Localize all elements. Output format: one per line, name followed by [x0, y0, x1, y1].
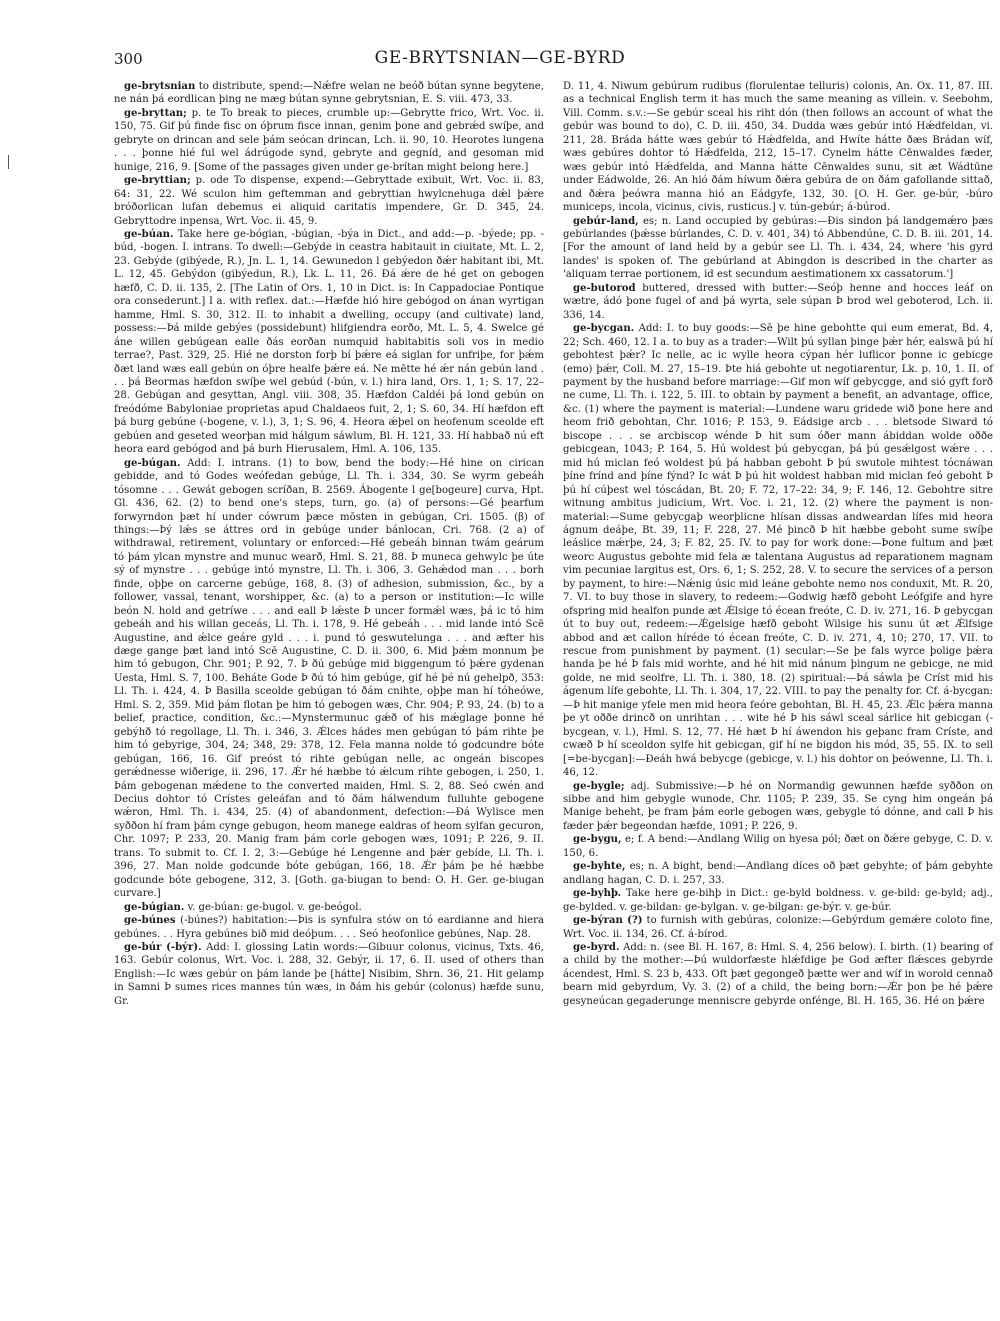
left-column: [114, 80, 544, 1008]
dictionary-entry: [563, 780, 993, 834]
dictionary-entry: [563, 941, 993, 1008]
entry-headword: ge-búnes: [124, 915, 176, 927]
entry-body: buttered, dressed with butter:—Seóþ henne and hocces leáf on wætre, ádó þone fugel of and þá wyrta, sele súpan Þ brod wel geboterod, Lch. ii. 336, 14.: [563, 282, 993, 321]
dictionary-entry: [114, 914, 544, 941]
dictionary-entry: [563, 914, 993, 941]
entry-body: p. ode To dispense, expend:—Gebryttade exibuit, Wrt. Voc. ii. 83, 64: 31, 22. Wé sculon him geftemman and gebryttian hwylcnehuga dǽl þǽre bróðorlican lufan debemus ei aliquid caritatis impendere, Gr. D. 345, 24. Gebryttodre inpensa, Wrt. Voc. ii. 45, 9.: [114, 175, 544, 227]
right-column: [563, 80, 993, 1008]
entry-headword: ge-bygu,: [573, 834, 622, 846]
dictionary-entry: [114, 174, 544, 228]
entry-headword: ge-býran (?): [573, 915, 643, 927]
entry-headword: ge-bycgan.: [573, 323, 635, 335]
entry-body: Take here ge-bihþ in Dict.: ge-byld boldness. v. ge-bild: ge-byld; adj., ge-bylded. v. ge-bildan: ge-bylgan. v. ge-bilgan: ge-býr. v. ge-búr.: [563, 888, 993, 913]
dictionary-entry: [563, 215, 993, 282]
dictionary-entry: [114, 80, 544, 107]
entry-headword: ge-búgan.: [124, 457, 181, 469]
dictionary-entry: [563, 322, 993, 779]
entry-headword: ge-búan.: [124, 228, 174, 240]
entry-body: Add: n. (see Bl. H. 167, 8: Hml. S. 4, 256 below). I. birth. (1) bearing of a child by the mother:—Þú wuldorfæste hlǽfdige þe God æfter flǽsces gebyrde ácendest, Hml. S. 23 b, 433. Oft þæt gegongeð þætte wer and wíf in worold cennað bearn mid gebyrdum, Vy. 3. (2) of a child, the being born:—Ǽr þon þe hé þǽre gesyneúcan gegaderunge menniscre gebyrde onfénge, Bl. H. 165, 36. Hé on þǽre: [563, 942, 994, 1007]
entry-headword: ge-bryttan;: [124, 107, 187, 119]
dictionary-entry: [563, 860, 993, 887]
entry-headword: ge-brytsnian: [124, 81, 196, 92]
entry-body: to furnish with gebúras, colonize:—Gebýrdum gemǽre coloto fine, Wrt. Voc. ii. 134, 26. Cf. á-bírod.: [563, 915, 993, 940]
dictionary-entry: [114, 228, 544, 457]
dictionary-entry: [563, 282, 993, 322]
entry-headword: ge-bryttian;: [124, 175, 191, 187]
dictionary-entry: [563, 833, 993, 860]
entry-body: es; n. A bight, bend:—Andlang díces oð þæt gebyhte; of þám gebyhte andlang hagan, C. D. i. 257, 33.: [563, 861, 993, 886]
running-head: GE-BRYTSNIAN—GE-BYRD: [374, 48, 626, 68]
entry-headword: ge-búgian.: [124, 901, 185, 913]
entry-headword: ge-byhþ.: [573, 888, 621, 900]
dictionary-entry: [563, 80, 993, 215]
entry-headword: ge-búr (-býr).: [124, 942, 202, 953]
entry-headword: ge-byrd.: [573, 942, 620, 953]
dictionary-entry: [114, 107, 544, 174]
entry-body: e; f. A bend:—Andlang Wilig on hyesa pól; ðæt on ðǽre gebyge, C. D. v. 150, 6.: [563, 834, 993, 859]
entry-headword: ge-byhte,: [573, 861, 626, 873]
entry-body: v. ge-búan: ge-bugol. v. ge-beógol.: [187, 901, 362, 913]
entry-body: Add: I. intrans. (1) to bow, bend the body:—Hé hine on cirican gebidde, and tó Godes weófedan gebúge, Ll. Th. i. 334, 30. Se wyrm gebeáh tósomne . . . Gewát gebogen scríðan, B. 2569. Ábogente l ge[bogeure] curva, Hpt. Gl. 436, 62. (2) to bend one's steps, turn, go. (a) of persons:—Gé þearfum forwyrndon þæt hí under cówrum þæce mōsten in gebúgan, Cri. 1505. (β) of things:—Þý lǽs se áttres ord in gebúge under bánlocan, Cri. 768. (2 a) of withdrawal, retirement, voluntary or enforced:—Hé gebeáh binnan twám geárum tó þám ylcan mynstre and munuc wearð, Hml. S. 21, 88. Þ muneca gehwylc þe úte sý of mynstre . . . gebúge intó mynstre, Ll. Th. i. 306, 3. Gehǽdod man . . . borh finde, oþþe on carcerne gebúge, 168, 8. (3) of adhesion, submission, &c., by a follower, vassal, tenant, worshipper, &c. (a) to a person or institution:—Ic wille beón N. hold and getríwe . . . and eall Þ lǽste Þ uncer formǽl wæs, þá ic tó him gebeáh and his willan geceás, Ll. Th. i. 178, 9. Hé gebeáh . . . mid lande intó Scē Augustine, and ǽlce geáre gyld . . . i. pund tó geswutelunga . . . and æfter his dæge gange þæt land intó Scē Augustine, C. D. ii. 300, 6. Mid þǽm monnum þe him tó gebugon, Chr. 901; P. 92, 7. Þ ðú gebúge mid biggengum tó þǽre gydenan Uesta, Hml. S. 7, 100. Beháte Gode Þ ðú tó him gebúge, gif hé þé nú gehelpð, 353: Ll. Th. i. 424, 4. Þ Basilla sceolde gebúgan tó ðám cnihte, oþþe man hí tóheówe, Hml. S. 2, 359. Mid þám flotan þe him tó gebogen wæs, Chr. 904; P. 93, 24. (b) to a belief, practice, condition, &c.:—Mynstermunuc gǽð of his mǽglage þonne hé gebýhð tó regollage, Ll. Th. i. 346, 3. Ǽlces hádes men gebúgan tó þám rihte þe him tó gebyrige, 304, 24; 348, 29: 378, 12. Fela manna nolde tó godcundre bóte gebúgan, 166, 16. Gif preóst tó rihte gebúgan nelle, ac ongeán biscopes gerǽdnesse wiðerige, ii. 296, 17. Ǽr hé hæbbe tó ǽlcum rihte gebogen, i. 250, 1. Þám gebogenan mǽdene to the converted maiden, Hml. S. 2, 88. Seó cwén and Decius dohtor tó Crístes geleáfan and tó ðám hálwendum fulluhte gebogene wǽron, Hml. Th. i. 434, 25. (4) of abandonment, defection:—Ðá Wylisce men syððon hí fram þám cynge gebugon, heom manege ealdras of heom sylfan gecuron, Chr. 1097; P. 233, 20. Manig fram þám corle gebogen wæs, 1091; P. 226, 9. II. trans. To submit to. Cf. I. 2, 3:—Gebúge hé Lengenne and þǽr gebíde, Ll. Th. i. 396, 27. Man nolde godcunde bóte gebúgan, 166, 18. Ǽr þám þe hé hæbbe godcunde bóte gebogene, 312, 3. [Goth. ga-biugan to bend: O. H. Ger. ge-biugan curvare.]: [114, 457, 544, 900]
entry-body: adj. Submissive:—Þ hé on Normandig gewunnen hæfde syððon on sibbe and him gebygle wunode, Chr. 1105; P. 239, 35. Se cyng him ongeán þá Manige beheht, þe fram þám eorle gebogen wæs, gebygle tó dónne, and call Þ his fæder þǽr begeondan hæfde, 1091; P. 226, 9.: [563, 780, 994, 832]
entry-body: es; n. Land occupied by gebúras:—Ðis sindon þá landgemǽro þæs gebúrlandes (þǽsse búrlandes, C. D. v. 401, 34) tó Abbendúne, C. D. B. iii. 201, 14. [For the amount of land held by a gebúr see Ll. Th. i. 434, 24, where 'his gyrd landes' is spoken of. The gebúrland at Abingdon is described in the charter as 'aliquam terrae portionem, id est secundum aestimationem xx cassatorum.']: [563, 215, 993, 281]
entry-headword: ge-butorod: [573, 282, 636, 294]
page-number: 300: [114, 50, 143, 68]
entry-body: Add: I. to buy goods:—Sē þe hine gebohtte qui eum emerat, Bd. 4, 22; Sch. 460, 12. I a. to buy as a trader:—Wilt þú syllan þinge þǽr hér, ealswā þú hí gebohtest þǽr? Ic nelle, ac ic wylle heora cýpan hér luflicor þonne ic gebicge (emo) þǽr, Coll. M. 27, 15–19. Þte hiá gebohte ut negotiarentur, Lk. p. 10, 1. II. of payment by the husband before marriage:—Gif mon wíf gebycgge, and sió gyft forð ne cume, Ll. Th. i. 122, 5. III. to obtain by payment a benefit, an advantage, office, &c. (1) where the payment is material:—Lundene waru gridede wið þone here and heom frið gebohtan, Chr. 1016; P. 153, 9. Eádsige arcb . . . bletsode Siward tó biscope . . . se arcbiscop wénde Þ hit sum óðer mann ábiddan wolde oððe gebicgean, 1043; P. 164, 5. Hú woldest þú gebycgan, þá þú gesǽlgost wǽre . . . mid hú miclan feó woldest þú þá habban geboht Þ þú swutole mihtest tócnáwan þíne frínd and þíne fýnd? Ic wát Þ þú hit woldest habban mid miclan feó geboht Þ þú hí cúþest wel tóscádan, Bt. 20; F. 72, 17–22: 34, 9; F. 146, 12. Gebohtre sitre witnung ambitus judicium, Wrt. Voc. i. 21, 12. (2) where the payment is non-material:—Sume gebycgaþ weorþlicne hlísan dissas andweardan lífes mid heora ágnum deáþe, Bt. 39, 11; F. 228, 27. Mé þincð Þ hit hæbbe geboht sume swíþe leáslice mǽrþe, 24, 3; F. 82, 25. IV. to pay for work done:—Þone fultum and þæt weorc Augustus gebohte mid fela æ talentana Augustus ad reparationem magnam vim pecuniae largitus est, Ors. 6, 1; S. 252, 28. V. to secure the services of a person by payment, to hire:—Nǽnig úsic mid leáne gebohte nemo nos conduxit, Mt. R. 20, 7. VI. to buy those in slavery, to redeem:—Godwig hæfð geboht Leófgife and hyre ofspring mid healfon punde æt Ǽlsige tó écean freóte, C. D. iv. 271, 16. Þ gebycgan út to buy out, redeem:—Ǽgelsige hæfð geboht Wilsige his sunu út æt Ǽlfsige abbod and æt callon híréde tó écean freóte, C. D. iv. 271, 4, 10; 270, 17. VII. to rescue from punishment by payment. (1) secular:—Se þe fals wyrce þolige þǽra handa þe hé Þ fals mid worhte, and hé hit mid nánum þingum ne gebicge, ne mid golde, ne mid seolfre, Ll. Th. i. 380, 18. (2) spiritual:—Þá sáwla þe Críst mid his ágenum lífe gebohte, Ll. Th. i. 304, 17, 22. VIII. to pay the penalty for. Cf. á-bycgan:—Þ hit manige yfele men mid heora feóre gebohtan, Bl. H. 45, 23. Ǽlc þǽra manna þe yt oððe drincð on unrihtan . . . wite hé Þ his sáwl sceal sárlice hit gebicgan (-bycgean, v. l.), Hml. S. 12, 77. Hé hæt Þ hí áwendon his geþanc fram Críste, and cwæð Þ hí sceoldon sylfe hit gebicgan, gif hí ne bigdon his mód, 35, 55. IX. to sell [=be-bycgan]:—Ðeáh hwá bebycge (gebicge, v. l.) his dohtor on þeówenne, Ll. Th. i. 46, 12.: [563, 323, 993, 779]
dictionary-entry: [114, 901, 544, 914]
entry-body: to distribute, spend:—Nǽfre welan ne beóð bútan synne begytene, ne nán þá eordlican þing ne mæg bútan synne gebrytsnian, E. S. viii. 473, 33.: [114, 81, 544, 106]
entry-body: Add: I. glossing Latin words:—Gibuur colonus, vicinus, Txts. 46, 163. Gebúr colonus, Wrt. Voc. i. 288, 32. Gebýr, ii. 17, 6. II. used of others than English:—Ic wæs gebúr on þám lande þe [hátte] Nisibim, Shrn. 36, 21. Hit gelamp in Samni Þ sumes rices mannes tún wæs, in ðám his gebúr (colonus) hæfde sunu, Gr.: [114, 942, 544, 1007]
dictionary-entry: [114, 941, 544, 1008]
entry-body: D. 11, 4. Niwum gebúrum rudibus (florulentae telluris) colonis, An. Ox. 11, 87. III. as a technical English term it has much the same meaning as villein. v. Seebohm, Vill. Comm. s.v.:—Se gebúr sceal his riht dón (then follows an account of what the gebúr was bound to do), C. D. iii. 450, 34. Dudda wæs gebúr intó Hǽdfeldan, vi. 211, 28. Bráda hátte wæs gebúr tó Hǽdfelda, and Hwíte hátte ðæs Brádan wíf, wæs gebúres dohtor tó Hǽdfelda, 212, 15–17. Cynelm hátte Cēnwaldes fæder, wæs gebúr intó Hǽdfelda, and Manna hátte Cēnwaldes sunu, sit æt Wádtūne under Eádwolde, 26. An hió ðám híwum ðǽra gebúra de on ðám gafollande sittað, and ðǽra þeówra manna hió an Eádgyfe, 132, 30. [O. H. Ger. ge-búr, -búro municeps, incola, vicinus, civis, rusticus.] v. tún-gebúr; á-búrod.: [563, 81, 993, 214]
dictionary-entry: [563, 887, 993, 914]
entry-body: Take here ge-bógian, -búgian, -býa in Dict., and add:—p. -býede; pp. -búd, -bogen. I. intrans. To dwell:—Gebýde in ceastra habitauit in ciuitate, Mt. L. 2, 23. Gebýde (gibýede, R.), Jn. L. 1, 14. Gewunedon l gebýedon ðǽr habitant ibi, Mt. L. 12, 45. Gebýdon (gibýedun, R.), Lk. L. 11, 26. Ðá ǽre de hé get on gebogen hæfð, C. D. ii. 135, 2. [The Latin of Ors. 1, 10 in Dict. is: In Cappadociae Pontique ora consederunt.] I a. with reflex. dat.:—Hæfde hió hire gebógod on ánan wyrtigan hamme, Hml. S. 30, 312. II. to inhabit a dwelling, occupy (and cultivate) land, possess:—Þá milde gebýes (possidebunt) hlifgiendra eorðo, Mt. L. 5, 4. Swelce gé áne willen gebúgean ealle ðás eorðan numquid habitabitis soli vos in medio terrae?, Past. 329, 25. Hié ne dorston forþ bí þǽre eá siglan for unfriþe, for þǽm ðæt land wæs eall gebún on óþre healfe þǽre eá. Ne mētte hé ǽr nán gebún land . . . þá Beormas hæfdon swíþe wel gebúd (-bún, v. l.) hira land, Ors. 1, 1; S. 17, 22–28. Gebúgan and gesyttan, Angl. viii. 308, 35. Hæfdon Caldéi þá lond gebún on freódóme Babyloniae proprietas apud Chaldaeos fuit, 2, 1; S. 60, 34. Hí hæfdon eft þá burg gebúne (-bogene, v. l.), 3, 1; S. 96, 4. Heora ǽþel on heofenum sceolde eft gebúen and geseted weorþan mid hálgum sáwlum, Bl. H. 121, 33. Hí habbað nú eft heora eard gebógod and þá burh Hierusalem, Hml. A. 106, 135.: [114, 228, 544, 456]
entry-headword: gebúr-land,: [573, 215, 639, 227]
entry-headword: ge-bygle;: [573, 780, 625, 792]
dictionary-entry: [114, 457, 544, 901]
entry-body: p. te To break to pieces, crumble up:—Gebrytte frico, Wrt. Voc. ii. 150, 75. Gif þú finde fisc on óþrum fisce innan, genim þone and gebrǽd swíþe, and gebryte on drincan and sele þám seócan drincan, Lch. ii. 90, 10. Heorotes lungena . . . þonne hié ful wel ádrúgode synd, gebryte and gegníd, and gesoman mid hunige, 216, 9. [Some of the passages given under ge-brítan might belong here.]: [114, 107, 544, 173]
entry-body: (-búnes?) habitation:—Þis is synfulra stów on tó eardianne and hiera gebúnes. . . Hyra gebúnes bið mid deóþum. . . . Seó heofonlice gebúnes, Nap. 28.: [114, 915, 544, 940]
margin-mark: [8, 155, 9, 169]
